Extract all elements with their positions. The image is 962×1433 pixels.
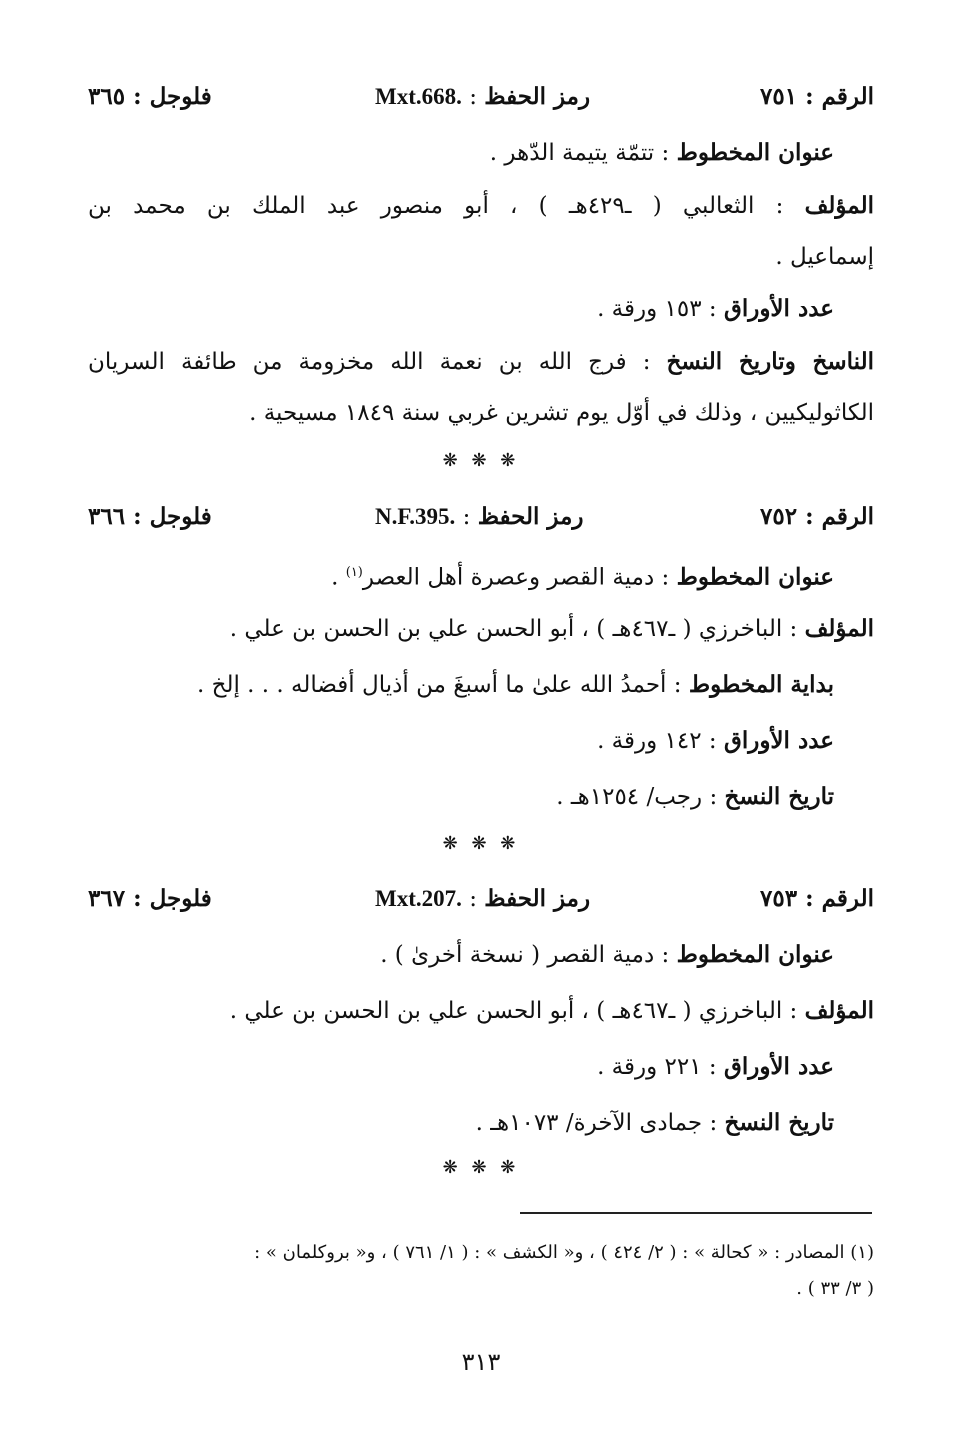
section-separator: ❋ ❋ ❋ (442, 1157, 520, 1178)
footnote-line-continued: ( ٣/ ٣٣ ) . (796, 1278, 874, 1299)
author-line-continued: إسماعيل . (775, 244, 874, 270)
section-separator: ❋ ❋ ❋ (442, 833, 520, 854)
leaf-count: عدد الأوراق : ١٥٣ ورقة . (597, 295, 834, 322)
entry-number: الرقم : ٧٥٢ (760, 503, 874, 530)
flugel-number: فلوجل : ٣٦٧ (88, 885, 212, 912)
manuscript-title: عنوان المخطوط : دمية القصر وعصرة أهل العصر$^{(١)}$ . (331, 563, 834, 591)
incipit-line: بداية المخطوط : أحمدُ الله علىٰ ما أسبغَ من أذيال أفضاله . . . إلخ . (196, 671, 834, 698)
footnote-line: (١) المصادر : « كحالة » : ( ٢/ ٤٢٤ ) ، و« الكشف » : ( ١/ ٧٦١ ) ، و« بروكلمان » : (254, 1242, 874, 1263)
author-line: المؤلف : الباخرزي ( ـ٤٦٧هـ ) ، أبو الحسن علي بن الحسن بن علي . (229, 997, 874, 1024)
flugel-number: فلوجل : ٣٦٥ (88, 83, 212, 110)
copy-date: تاريخ النسخ : جمادى الآخرة/ ١٠٧٣هـ . (475, 1109, 834, 1136)
section-separator: ❋ ❋ ❋ (442, 450, 520, 471)
manuscript-title: عنوان المخطوط : تتمّة يتيمة الدّهر . (489, 139, 834, 166)
author-line: المؤلف : الباخرزي ( ـ٤٦٧هـ ) ، أبو الحسن علي بن الحسن بن علي . (229, 615, 874, 642)
shelf-code: رمز الحفظ : Mxt.668. (375, 83, 591, 110)
copy-date: تاريخ النسخ : رجب/ ١٢٥٤هـ . (556, 783, 834, 810)
manuscript-title: عنوان المخطوط : دمية القصر ( نسخة أخرىٰ ) . (380, 941, 834, 968)
copyist-line-continued: الكاثوليكيين ، وذلك في أوّل يوم تشرين غربي سنة ١٨٤٩ مسيحية . (249, 400, 874, 426)
flugel-number: فلوجل : ٣٦٦ (88, 503, 212, 530)
leaf-count: عدد الأوراق : ٢٢١ ورقة . (597, 1053, 834, 1080)
shelf-code: رمز الحفظ : N.F.395. (375, 503, 584, 530)
leaf-count: عدد الأوراق : ١٤٢ ورقة . (597, 727, 834, 754)
footnote-ref: (١) (345, 565, 363, 580)
page-number: ٣١٣ (461, 1348, 501, 1376)
entry-number: الرقم : ٧٥١ (760, 83, 874, 110)
author-line: المؤلف : الثعالبي ( ـ٤٢٩هـ ) ، أبو منصور عبد الملك بن محمد بن (88, 192, 874, 219)
footnote-rule (520, 1212, 872, 1214)
shelf-code: رمز الحفظ : Mxt.207. (375, 885, 591, 912)
entry-number: الرقم : ٧٥٣ (760, 885, 874, 912)
copyist-line: الناسخ وتاريخ النسخ : فرج الله بن نعمة الله مخزومة من طائفة السريان (88, 348, 875, 375)
